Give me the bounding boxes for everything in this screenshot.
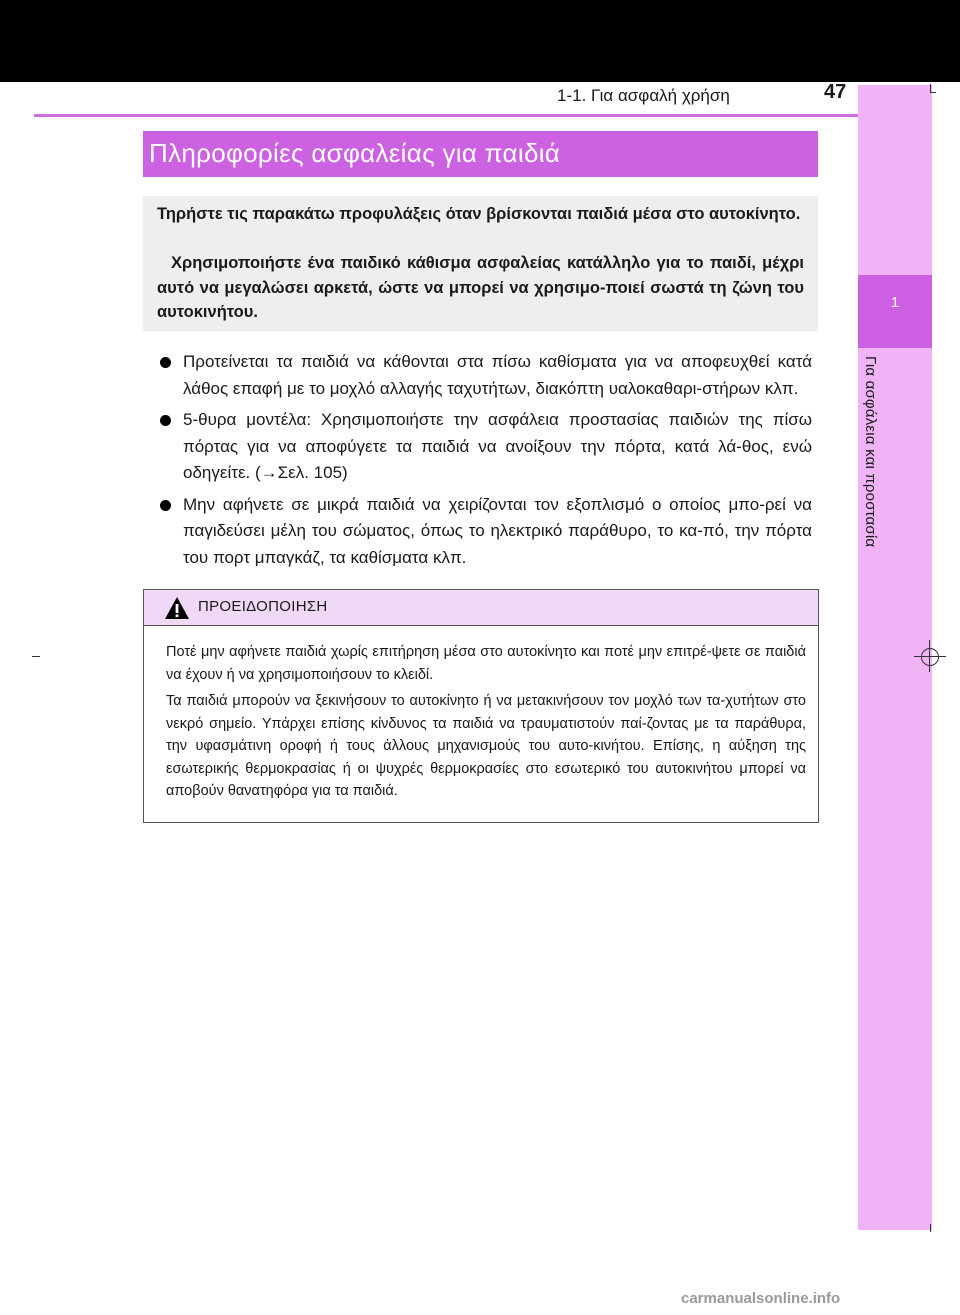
chapter-title-label: Για ασφάλεια και προστασία: [862, 356, 879, 548]
list-item-text: Μην αφήνετε σε μικρά παιδιά να χειρίζονται τον εξοπλισμό ο οποίος μπο-ρεί να παγιδεύσει μέλη του σώματος, όπως το ηλεκτρικό παράθυρο, το κα-πό, την πόρτα του πορτ μπαγκάζ, τα καθίσματα κλπ.: [183, 494, 812, 567]
section-title-bar: [143, 131, 818, 177]
registration-mark-right: [921, 648, 939, 666]
section-title: Πληροφορίες ασφαλείας για παιδιά: [149, 138, 561, 168]
list-item-text: 5-θυρα μοντέλα: Χρησιμοποιήστε την ασφάλεια προστασίας παιδιών της πίσω πόρτας για να αποφύγετε τα παιδιά να ανοίξουν την πόρτα, κατά λά-θος, ενώ οδηγείτε. (→Σελ. 105): [183, 410, 812, 482]
intro-paragraph-2: Χρησιμοποιήστε ένα παιδικό κάθισμα ασφαλείας κατάλληλο για το παιδί, μέχρι αυτό να μεγαλώσει αρκετά, ώστε να μπορεί να χρησιμο-ποιεί σωστά τη ζώνη του αυτοκινήτου.: [157, 254, 804, 321]
list-item: [156, 349, 812, 402]
crop-mark-left: [32, 656, 40, 657]
watermark: carmanualsonline.info: [681, 1290, 841, 1307]
chapter-title-vertical: [858, 356, 890, 596]
warning-paragraph-1: Ποτέ μην αφήνετε παιδιά χωρίς επιτήρηση μέσα στο αυτοκίνητο και ποτέ μην επιτρέ-ψετε σε παιδιά να έχουν ή να χρησιμοποιήσουν το κλειδί.: [166, 644, 806, 683]
bullet-list: [156, 349, 812, 576]
list-item: [156, 492, 812, 572]
warning-paragraph-2: Τα παιδιά μπορούν να ξεκινήσουν το αυτοκίνητο ή να μετακινήσουν τον μοχλό των τα-χυτήτων στο νεκρό σημείο. Υπάρχει επίσης κίνδυνος τα παιδιά να τραυματιστούν παί-ζοντας με τα παράθυρα, την υφασμάτινη οροφή ή τους άλλους μηχανισμούς του αυτο-κινήτου. Επίσης, η αύξηση της εσωτερικής θερμοκρασίας ή οι ψυχρές θερμοκρασίες στο εσωτερικό του αυτοκινήτου μπορεί να αποβούν θανατηφόρα για τα παιδιά.: [166, 693, 806, 799]
warning-header: [144, 590, 818, 626]
warning-box: [143, 589, 819, 823]
header-section-title: 1-1. Για ασφαλή χρήση: [557, 86, 730, 105]
chapter-tab-active[interactable]: [858, 275, 932, 348]
list-item-text: Προτείνεται τα παιδιά να κάθονται στα πίσω καθίσματα για να αποφευχθεί κατά λάθος επαφή με το μοχλό αλλαγής ταχυτήτων, διακόπτη υαλοκαθαρι-στήρων κλπ.: [183, 352, 812, 398]
list-item: [156, 407, 812, 487]
warning-title: ΠΡΟΕΙΔΟΠΟΙΗΣΗ: [198, 598, 328, 615]
chapter-number: 1: [890, 294, 900, 311]
header-divider: [34, 114, 930, 117]
registration-cross-h: [914, 656, 946, 657]
page-number: 47: [824, 81, 847, 103]
crop-mark-bottom-right: [930, 1224, 931, 1232]
bullet-dot-icon: [160, 415, 171, 426]
intro-paragraph-1: Τηρήστε τις παρακάτω προφυλάξεις όταν βρίσκονται παιδιά μέσα στο αυτοκίνητο.: [157, 205, 801, 223]
crop-mark-top-right: [930, 84, 931, 92]
crop-mark-top-right-h: [930, 92, 936, 93]
top-black-bar: [0, 0, 960, 82]
registration-cross-v: [929, 640, 930, 672]
bullet-dot-icon: [160, 500, 171, 511]
warning-triangle-icon: [164, 596, 190, 620]
intro-box: [143, 196, 818, 331]
bullet-dot-icon: [160, 357, 171, 368]
